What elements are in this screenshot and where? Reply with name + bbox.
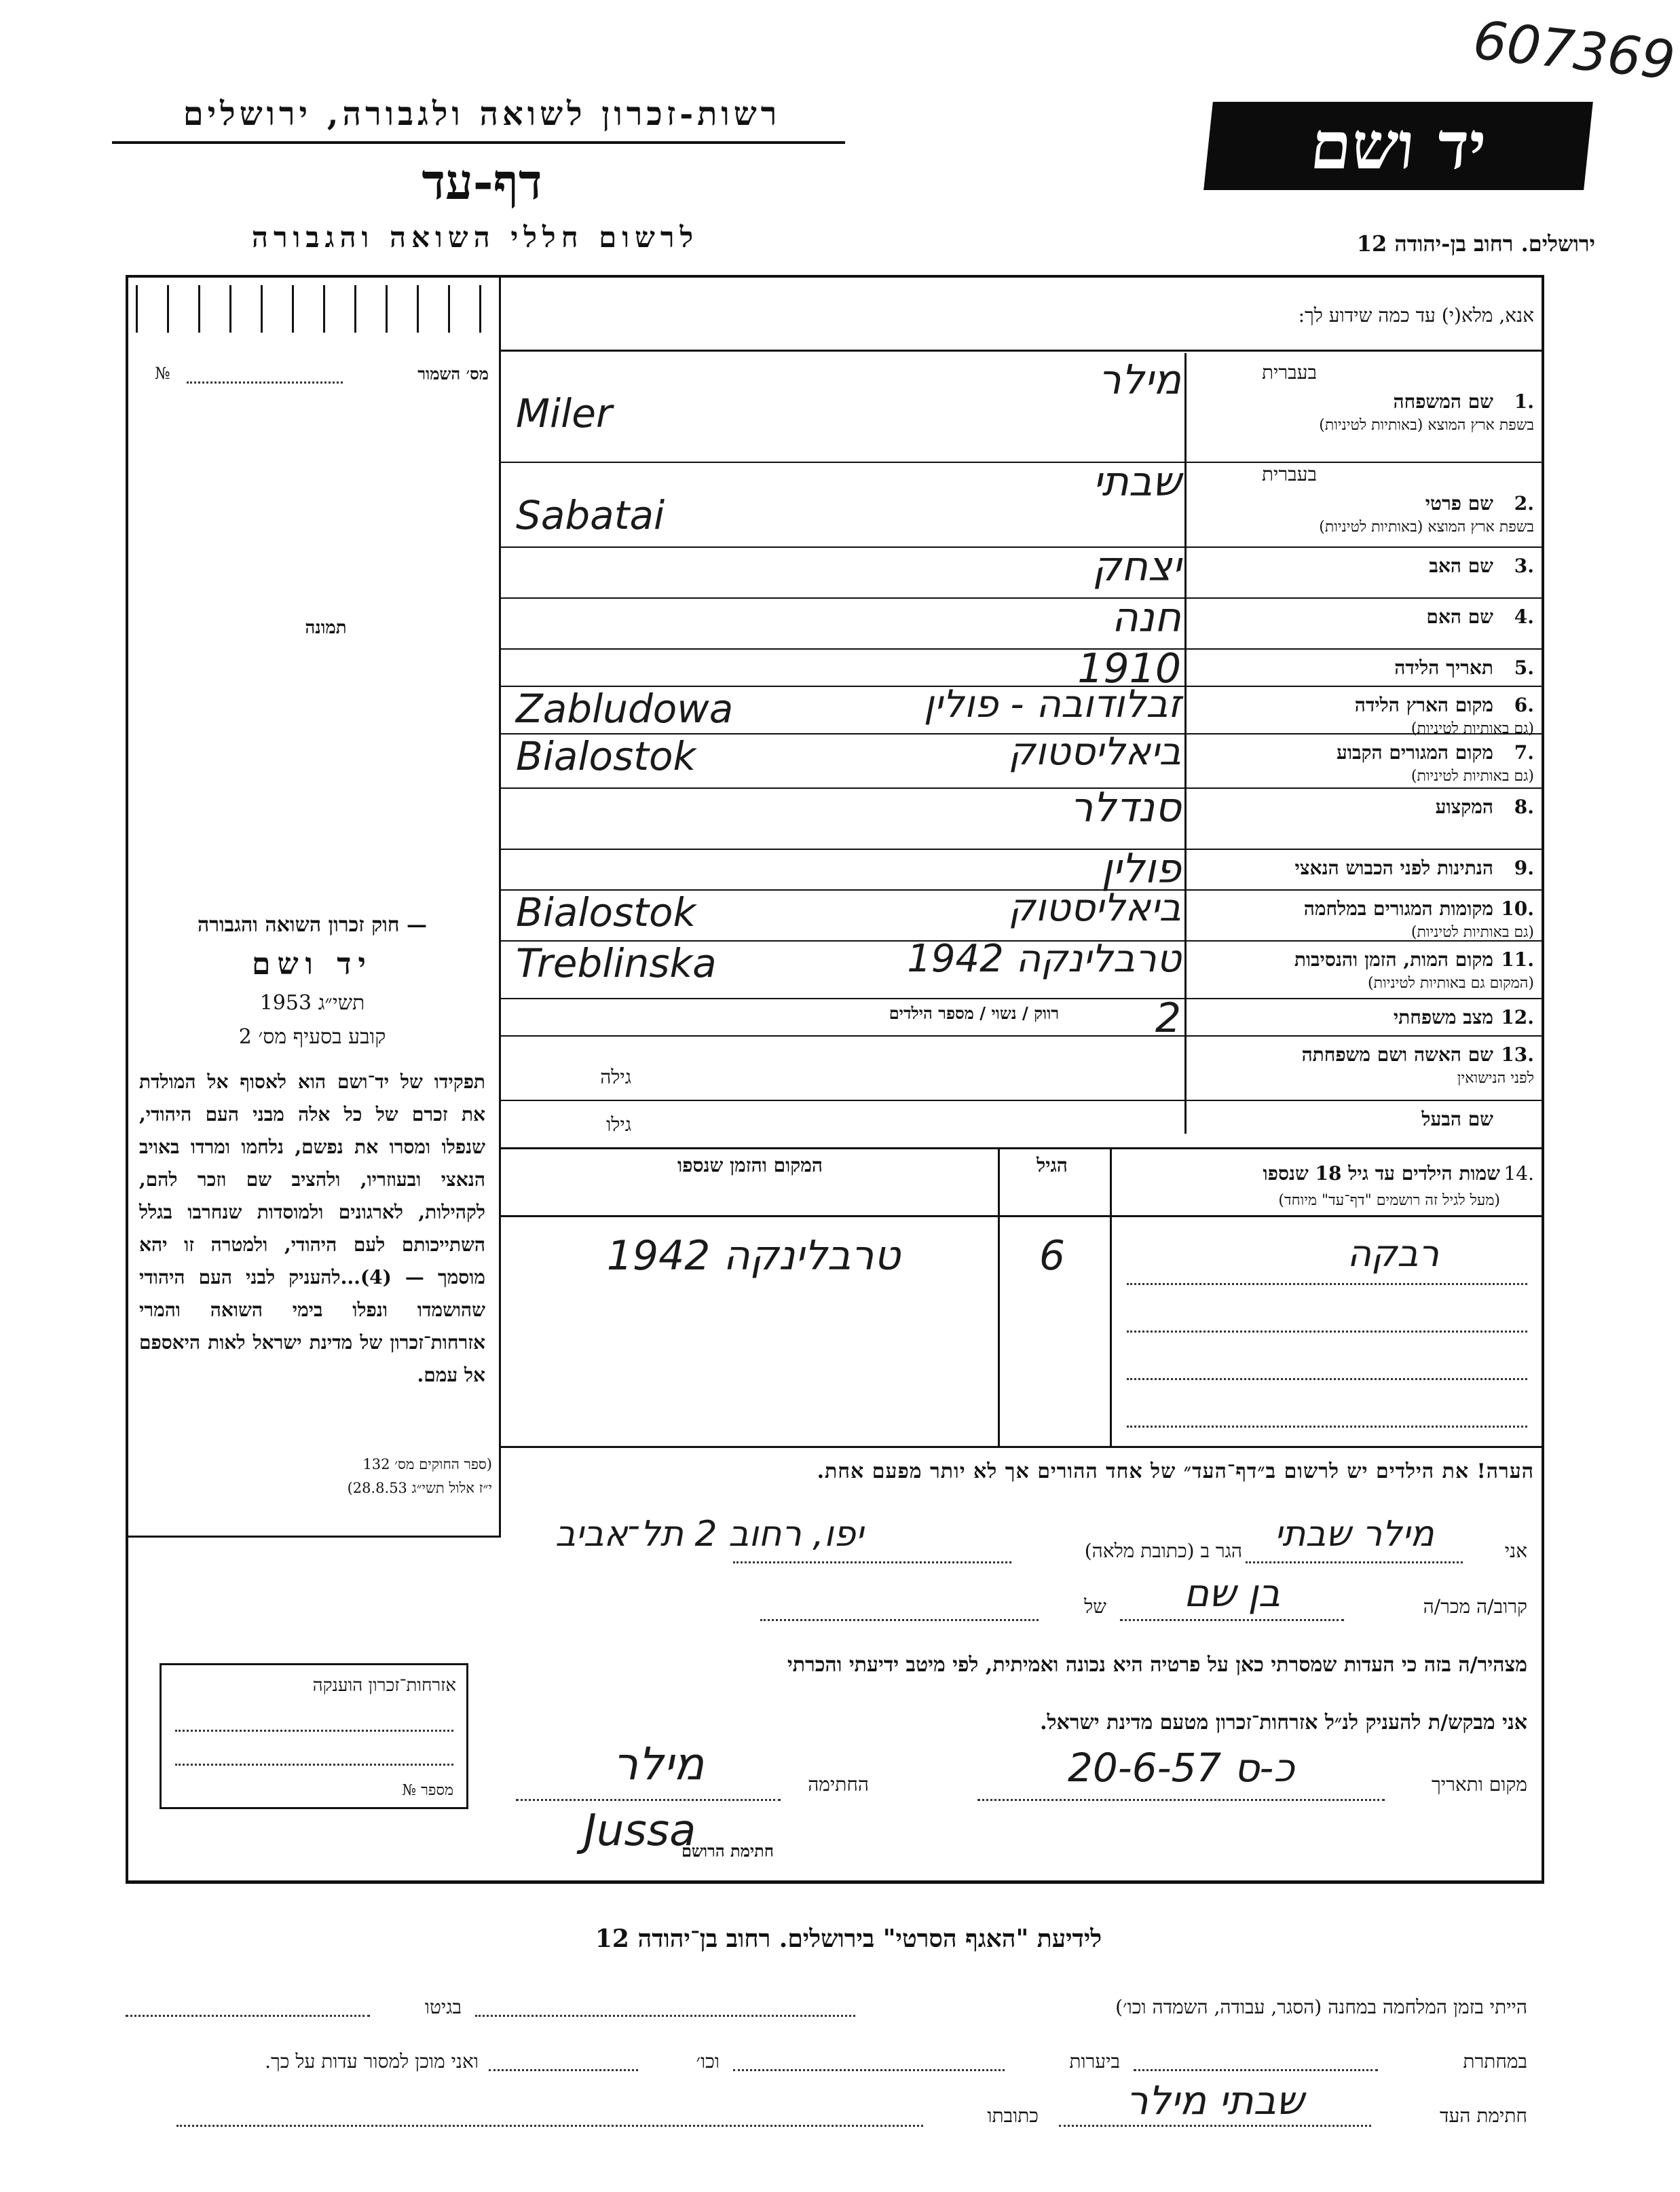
decl-statement-1: מצהיר/ה בזה כי העדות שמסרתי כאן על פרטיה היא נכונה ואמיתית, לפי מיטב ידיעתי והכרתי: [787, 1653, 1527, 1677]
yad-vashem-logo: [1203, 102, 1593, 190]
form-title: דף-עד: [422, 153, 542, 210]
field-rule: [499, 1100, 1544, 1101]
footer-line3-a: חתימת העד: [1440, 2104, 1527, 2127]
footer-line1-a: הייתי בזמן המלחמה במחנה (הסגר, עבודה, השמדה וכו׳): [1115, 1996, 1527, 2018]
children-dots-4: [1127, 1426, 1527, 1428]
recorder-signature: Jussa: [584, 1806, 696, 1856]
cert-dots-2: [175, 1764, 453, 1766]
decl-statement-2: אני מבקש/ת להעניק לנ״ל אזרחות־זכרון מטעם מדינת ישראל.: [1040, 1711, 1527, 1734]
decl-resident-label: הגר ב (כתובת מלאה): [1084, 1540, 1242, 1562]
field-value-hebrew: ביאליסטוק: [1008, 730, 1181, 774]
children-bottom: [499, 1446, 1544, 1448]
children-top: [499, 1147, 1544, 1149]
intro-text: אנא, מלא(י) עד כמה שידוע לך:: [1298, 304, 1534, 327]
field-number: 9.: [1514, 857, 1534, 879]
field-value-hebrew: יצחק: [1092, 543, 1181, 591]
footer-line2-b: ביערות: [1069, 2050, 1120, 2073]
decl-of-line: [760, 1619, 1039, 1621]
decl-ani: אני: [1504, 1540, 1527, 1562]
field-label: שם הבעל: [1421, 1108, 1493, 1130]
field-label: שם האם: [1426, 606, 1493, 628]
field-number: 8.: [1514, 796, 1534, 818]
field-number: 4.: [1514, 606, 1534, 628]
logo-text: יד ושם: [1307, 107, 1490, 184]
field-extra: רווק / נשוי / מספר הילדים: [889, 1003, 1059, 1023]
footer-dots-3a: [1059, 2125, 1371, 2127]
field-value-hebrew: זבלודובה - פולין: [923, 682, 1181, 726]
field-note: בשפת ארץ המוצא (באותיות לטיניות): [1319, 519, 1534, 536]
footer-dots-1b: [126, 2015, 370, 2017]
footer-line3-b: כתובתו: [987, 2104, 1039, 2127]
sidebar-divider: [499, 275, 501, 1538]
cert-dots-1: [175, 1730, 453, 1732]
signature-label: החתימה: [808, 1773, 869, 1796]
decl-relative-label: קרוב/ה מכר/ה: [1423, 1595, 1527, 1618]
field-note: (גם באותיות לטיניות): [1411, 768, 1534, 785]
signature-line: [516, 1799, 781, 1801]
field-age-label: גילו: [606, 1113, 631, 1136]
decl-address-line: [733, 1561, 1011, 1563]
children-header-names: שמות הילדים עד גיל 18 שנספו: [1263, 1162, 1500, 1185]
field-value-latin: Zabludowa: [516, 686, 734, 732]
children-dots-3: [1127, 1378, 1527, 1380]
law-title: — חוק זכרון השואה והגבורה: [198, 913, 427, 937]
child-name: רבקה: [1347, 1232, 1439, 1275]
field-label: הנתינות לפני הכבוש הנאצי: [1294, 857, 1493, 879]
footer-line1-b: בגיטו: [424, 1996, 462, 2018]
field-value-latin: Bialostok: [516, 733, 696, 779]
archive-number: 607369: [1470, 10, 1678, 92]
authority-title: רשות-זכרון לשואה ולגבורה, ירושלים: [183, 95, 781, 133]
field-value-hebrew: מילר: [1098, 356, 1181, 404]
children-no: 14.: [1504, 1162, 1534, 1185]
law-clause: קובע בסעיף מס׳ 2: [238, 1025, 386, 1049]
field-value-hebrew: סנדלר: [1070, 784, 1181, 832]
label-divider: [1184, 353, 1187, 1134]
field-value-hebrew: שבתי: [1092, 458, 1181, 506]
field-value-hebrew: ביאליסטוק: [1008, 886, 1181, 930]
children-dots-2: [1127, 1331, 1527, 1333]
field-note: לפני הנישואין: [1457, 1070, 1534, 1087]
law-year: תשי״ג 1953: [259, 991, 365, 1015]
children-header-rule: [499, 1215, 1544, 1217]
field-number: 13.: [1501, 1043, 1534, 1066]
footer-line2-d: ואני מוכן למסור עדות על כך.: [265, 2050, 479, 2073]
field-value-latin: Bialostok: [516, 889, 696, 935]
children-col-age-left: [998, 1147, 1000, 1446]
children-header-note: (מעל לגיל זה רושמים "דף־עד" מיוחד): [1278, 1192, 1500, 1209]
field-value-hebrew: פולין: [1101, 845, 1181, 893]
footer-dots-2a: [1134, 2069, 1378, 2071]
field-label: שם המשפחה: [1393, 390, 1493, 413]
law-ref-1: (ספר החוקים מס׳ 132: [362, 1456, 492, 1472]
field-value-latin: Miler: [516, 390, 612, 436]
recorder-label: חתימת הרושם: [681, 1841, 774, 1861]
certificate-number: מספר №: [402, 1782, 453, 1799]
photo-label: תמונה: [305, 618, 347, 638]
note-text: הערה! את הילדים יש לרשום ב״דף־העד״ של אחד ההורים אך לא יותר מפעם אחת.: [817, 1460, 1534, 1483]
field-label: מקום המות, הזמן והנסיבות: [1294, 948, 1493, 971]
law-name: יד ושם: [252, 947, 373, 982]
children-dots-1: [1127, 1283, 1527, 1285]
file-no: №: [155, 364, 170, 383]
field-number: 6.: [1514, 694, 1534, 716]
field-label: מקומות המגורים במלחמה: [1303, 897, 1493, 920]
field-lang: בעברית: [1261, 361, 1317, 384]
field-value-hebrew: 1910: [1077, 645, 1181, 692]
field-label: שם האשה ושם משפחתה: [1301, 1043, 1493, 1066]
field-value-hebrew: חנה: [1111, 594, 1181, 642]
field-number: 1.: [1514, 390, 1534, 413]
field-number: 3.: [1514, 555, 1534, 577]
decl-relation-line: [1120, 1619, 1344, 1621]
decl-name-line: [1246, 1561, 1463, 1563]
field-label: המקצוע: [1435, 796, 1493, 818]
footer-line2-c: וכו׳: [696, 2050, 720, 2073]
field-label: שם האב: [1429, 555, 1493, 577]
law-ref-2: י״ז אלול תשי״ג 28.8.53): [347, 1480, 492, 1496]
field-value-latin: Treblinska: [516, 940, 717, 986]
field-number: 2.: [1514, 492, 1534, 515]
intro-rule: [499, 350, 1544, 352]
form-subtitle: לרשום חללי השואה והגבורה: [251, 221, 699, 254]
witness-signature: שבתי מילר: [1125, 2077, 1305, 2123]
address: ירושלים. רחוב בן-יהודה 12: [1356, 231, 1595, 257]
child-place: טרבלינקה 1942: [606, 1232, 901, 1280]
field-value-hebrew: 2: [1155, 995, 1181, 1042]
footer-rule: [126, 1880, 1544, 1884]
field-number: 12.: [1501, 1006, 1534, 1028]
footer-dots-2c: [489, 2069, 638, 2071]
tick-row: [136, 285, 499, 333]
field-number: 10.: [1501, 897, 1534, 920]
file-dots: [187, 382, 343, 384]
footer-title: לידיעת "האגף הסרטי" בירושלים. רחוב בן־יהודה 12: [595, 1925, 1102, 1953]
decl-address: יפו, רחוב 2 תל־אביב: [555, 1514, 864, 1555]
declarant-name: מילר שבתי: [1274, 1514, 1434, 1555]
header-rule: [112, 141, 845, 144]
field-lang: בעברית: [1261, 463, 1317, 485]
file-label: מס׳ השמור: [417, 364, 489, 384]
field-value-hebrew: טרבלינקה 1942: [907, 937, 1181, 981]
field-value-latin: Sabatai: [516, 492, 665, 538]
field-note: (גם באותיות לטיניות): [1411, 924, 1534, 941]
decl-of-label: של: [1084, 1595, 1106, 1618]
field-label: מצב משפחתי: [1393, 1006, 1493, 1028]
certificate-box: [160, 1663, 468, 1809]
field-number: 7.: [1514, 741, 1534, 764]
place-date-line: [977, 1799, 1385, 1801]
children-header-age: הגיל: [1037, 1154, 1068, 1176]
footer-line2-a: במחתרת: [1463, 2050, 1527, 2073]
footer-dots-2b: [733, 2069, 1005, 2071]
child-age: 6: [1039, 1232, 1066, 1280]
certificate-title: אזרחות־זכרון הוענקה: [312, 1675, 456, 1696]
children-header-place: המקום והזמן שנספו: [677, 1154, 823, 1176]
field-note: (גם באותיות לטיניות): [1411, 720, 1534, 737]
decl-relation: בן שם: [1183, 1572, 1281, 1616]
place-date: 20-6-57 כ-ס: [1067, 1745, 1295, 1791]
place-date-label: מקום ותאריך: [1431, 1773, 1527, 1796]
field-label: מקום המגורים הקבוע: [1337, 741, 1493, 764]
footer-dots-1a: [475, 2015, 855, 2017]
field-label: תאריך הלידה: [1394, 656, 1493, 679]
field-number: 11.: [1501, 948, 1534, 971]
children-col-name-left: [1110, 1147, 1112, 1446]
law-text: תפקידו של יד־ושם הוא לאסוף אל המולדת את זכרם של כל אלה מבני העם היהודי, שנפלו ומסרו את נפשם, נלחמו ומרדו באויב הנאצי ובעוזריו, ולהציב שם וזכר להם, לקהילות, לארגונים ולמוסדות שנחרבו בגלל השתייכותם לעם היהודי, ולמטרה זו יהא מוסמך — (4)...להעניק לבני העם היהודי שהושמדו ונפלו בימי השואה והמרי אזרחות־זכרון של מדינת ישראל לאות היאספם אל עמם.: [139, 1071, 485, 1386]
signature: מילר: [612, 1738, 705, 1790]
field-note: (המקום גם באותיות לטיניות): [1368, 975, 1534, 992]
field-number: 5.: [1514, 656, 1534, 679]
footer-dots-3b: [176, 2125, 923, 2127]
field-note: בשפת ארץ המוצא (באותיות לטיניות): [1319, 417, 1534, 434]
field-label: מקום הארץ הלידה: [1354, 694, 1493, 716]
field-label: שם פרטי: [1425, 492, 1493, 515]
field-age-label: גילה: [600, 1066, 631, 1088]
